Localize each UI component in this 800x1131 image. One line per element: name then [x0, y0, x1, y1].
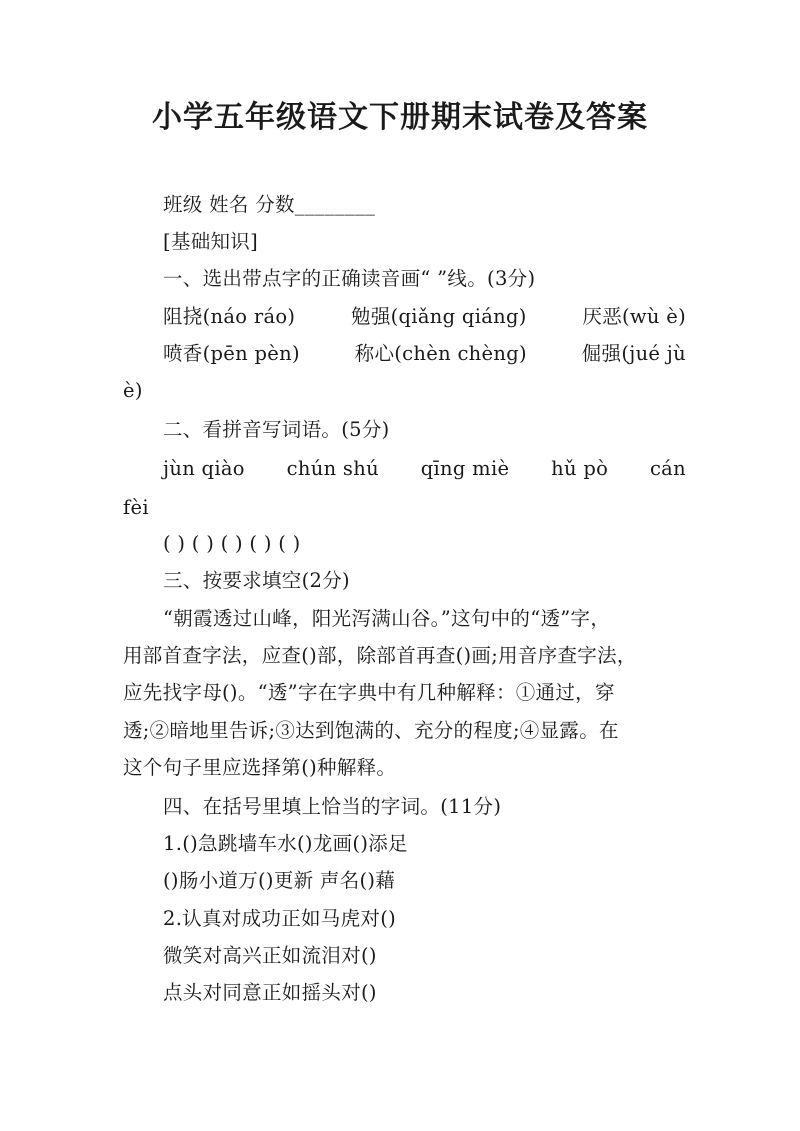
q2-pinyin-item: chún shú	[286, 457, 379, 480]
q1-item: 厌恶(wù è)	[582, 305, 686, 328]
q1-item: 勉强(qiǎng qiáng)	[351, 305, 527, 328]
q4-line: ()肠小道万()更新 声名()藉	[163, 869, 396, 892]
q2-pinyin-item: jùn qiào	[163, 457, 245, 480]
q4-heading: 四、在括号里填上恰当的字词。(11分)	[163, 795, 502, 818]
q3-line: 这个句子里应选择第()种解释。	[123, 756, 397, 779]
q3-line: 应先找字母()。“透”字在字典中有几种解释：①通过，穿	[123, 681, 615, 704]
page-title: 小学五年级语文下册期末试卷及答案	[152, 100, 648, 135]
q2-pinyin-item: cán	[649, 457, 686, 480]
q1-row-2-wrap: è)	[123, 379, 143, 402]
student-info-line: 班级 姓名 分数________	[163, 193, 376, 216]
q3-line: “朝霞透过山峰，阳光泻满山谷。”这句中的“透”字，	[163, 607, 611, 630]
q1-row-2	[163, 340, 686, 368]
q1-item: 阻挠(náo ráo)	[163, 305, 296, 328]
q2-pinyin-row	[163, 455, 686, 483]
q2-pinyin-item: hǔ pò	[551, 457, 609, 480]
q2-answer-blanks: ( ) ( ) ( ) ( ) ( )	[163, 532, 301, 555]
q1-item: 倔强(jué jù	[581, 342, 686, 365]
q3-heading: 三、按要求填空(2分)	[163, 569, 350, 592]
q3-line: 用部首查字法，应查()部，除部首再查()画;用音序查字法，	[123, 644, 637, 667]
section-label: [基础知识]	[163, 230, 259, 253]
q1-item: 称心(chèn chèng)	[354, 342, 527, 365]
q2-heading: 二、看拼音写词语。(5分)	[163, 418, 390, 441]
q4-line: 1.()急跳墙车水()龙画()添足	[163, 832, 408, 855]
q1-heading: 一、选出带点字的正确读音画“ ”线。(3分)	[163, 267, 536, 290]
q4-line: 微笑对高兴正如流泪对()	[163, 944, 377, 967]
q2-pinyin-wrap: fèi	[123, 496, 149, 519]
q3-line: 透;②暗地里告诉;③达到饱满的、充分的程度;④显露。在	[123, 719, 619, 742]
q2-pinyin-item: qīng miè	[420, 457, 510, 480]
q4-line: 2.认真对成功正如马虎对()	[163, 907, 397, 930]
q4-line: 点头对同意正如摇头对()	[163, 981, 377, 1004]
q1-item: 喷香(pēn pèn)	[163, 342, 300, 365]
q1-row-1	[163, 303, 686, 331]
